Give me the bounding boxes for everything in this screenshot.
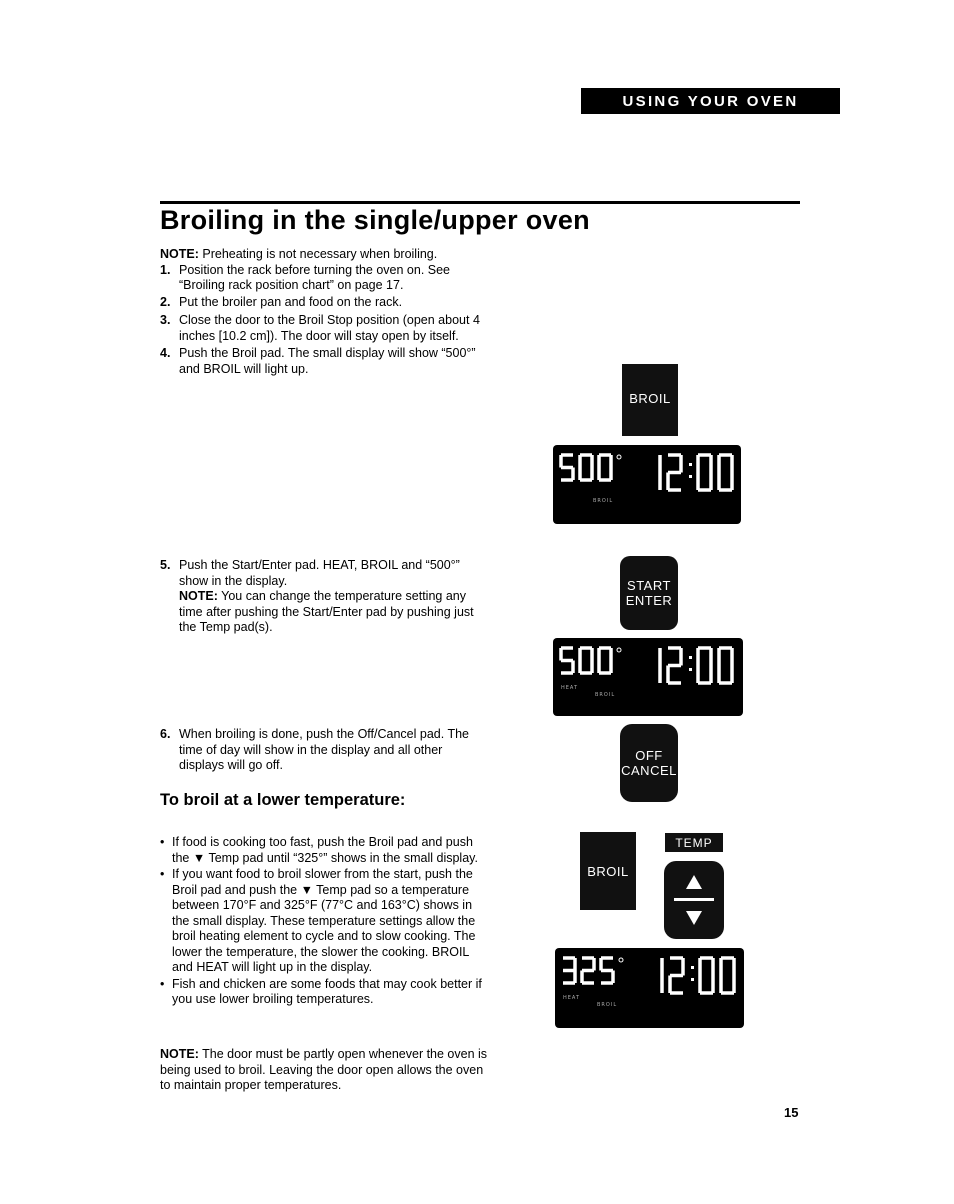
indicator-heat: HEAT (561, 685, 579, 691)
step-number: 4. (160, 346, 171, 360)
triangle-down-icon[interactable] (686, 911, 702, 925)
colon-dot (691, 966, 694, 969)
intro-note (160, 247, 490, 263)
step-text: Position the rack before turning the oven on. See “Broiling rack position chart” on page 17. (179, 262, 451, 292)
temp-pad[interactable] (664, 861, 724, 939)
oven-display (553, 445, 741, 524)
title-rule (160, 201, 800, 204)
page-number: 15 (784, 1105, 799, 1120)
oven-display (555, 948, 744, 1028)
note-label: NOTE: (160, 247, 199, 261)
step-4 (160, 346, 490, 377)
degree-symbol (617, 648, 621, 652)
broil-pad[interactable] (580, 832, 636, 910)
note-label: NOTE: (160, 1047, 199, 1061)
broil-pad-label: BROIL (629, 391, 671, 406)
display-readout (553, 445, 741, 524)
broil-pad[interactable] (622, 364, 678, 436)
step-text: When broiling is done, push the Off/Cancel pad. The time of day will show in the display and all other displays will go off. (179, 727, 469, 772)
colon-dot (691, 978, 694, 981)
colon-dot (689, 668, 692, 671)
colon-dot (689, 475, 692, 478)
enter-label: ENTER (625, 593, 673, 608)
off-label: OFF (635, 748, 663, 763)
degree-symbol (619, 958, 623, 962)
indicator-broil: BROIL (593, 498, 614, 504)
colon-dot (689, 656, 692, 659)
start-enter-pad[interactable] (620, 556, 678, 630)
note-text: Preheating is not necessary when broiling. (202, 247, 438, 261)
indicator-heat: HEAT (563, 995, 581, 1001)
triangle-up-icon[interactable] (686, 875, 702, 889)
step-3 (160, 313, 490, 344)
colon-dot (689, 463, 692, 466)
divider (674, 898, 714, 901)
temp-label: TEMP (665, 833, 723, 852)
list-item: • Fish and chicken are some foods that may cook better if you use lower broiling temperatures. (160, 977, 490, 1008)
subsection-title: To broil at a lower temperature: (160, 791, 406, 809)
step-text: Put the broiler pan and food on the rack. (179, 294, 403, 309)
step-text: Push the Start/Enter pad. HEAT, BROIL and “500°” show in the display. (179, 558, 460, 588)
cancel-label: CANCEL (621, 763, 677, 778)
bullet-text: If food is cooking too fast, push the Broil pad and push the ▼ Temp pad until “325°” shows in the small display. (172, 835, 478, 865)
page-title: Broiling in the single/upper oven (160, 205, 590, 235)
step-number: 3. (160, 313, 171, 327)
indicator-broil: BROIL (597, 1002, 618, 1008)
off-cancel-pad[interactable] (620, 724, 678, 802)
note-label: NOTE: (179, 589, 218, 603)
step-1 (160, 263, 490, 294)
note-text: You can change the temperature setting any time after pushing the Start/Enter pad by pushing just the Temp pad(s). (179, 589, 474, 634)
section-tab: USING YOUR OVEN (581, 88, 840, 114)
note-text: The door must be partly open whenever the oven is being used to broil. Leaving the door open allows the oven to maintain proper temperatures. (160, 1047, 488, 1092)
display-readout (553, 638, 743, 716)
step-text: Close the door to the Broil Stop position (open about 4 inches [10.2 cm]). The door will stay open by itself. (179, 313, 480, 343)
broil-pad-label: BROIL (587, 863, 629, 879)
list-item: • If food is cooking too fast, push the Broil pad and push the ▼ Temp pad until “325°” shows in the small display. (160, 835, 490, 866)
step-number: 5. (160, 558, 171, 572)
step-number: 1. (160, 262, 171, 277)
step-6 (160, 727, 490, 774)
step-5 (160, 558, 490, 636)
start-label: START (627, 578, 671, 593)
bullet-text: Fish and chicken are some foods that may cook better if you use lower broiling temperatures. (172, 976, 482, 1006)
step-text: Push the Broil pad. The small display will show “500°” and BROIL will light up. (179, 346, 476, 376)
closing-note (160, 1047, 490, 1094)
lower-temp-bullets (160, 835, 490, 1009)
indicator-broil: BROIL (595, 692, 616, 698)
display-readout (555, 948, 744, 1028)
bullet-text: If you want food to broil slower from the start, push the Broil pad and push the ▼ Temp pad so a temperature between 170°F and 325°F (77°C and 163°C) shows in the small display. These temperature settings allow the broil heating element to cycle and to slow cooking. The lower the temperature, the slower the cooking. BROIL and HEAT will light up in the display. (172, 867, 476, 974)
step-2 (160, 295, 490, 311)
steps-block-1 (160, 247, 490, 377)
list-item: • If you want food to broil slower from the start, push the Broil pad and push the ▼ Temp pad so a temperature between 170°F and 325°F (77°C and 163°C) shows in the small display. These temperature settings allow the broil heating element to cycle and to slow cooking. The lower the temperature, the slower the cooking. BROIL and HEAT will light up in the display. (160, 867, 490, 976)
degree-symbol (617, 455, 621, 459)
step-number: 2. (160, 294, 171, 309)
oven-display (553, 638, 743, 716)
step-number: 6. (160, 727, 171, 741)
